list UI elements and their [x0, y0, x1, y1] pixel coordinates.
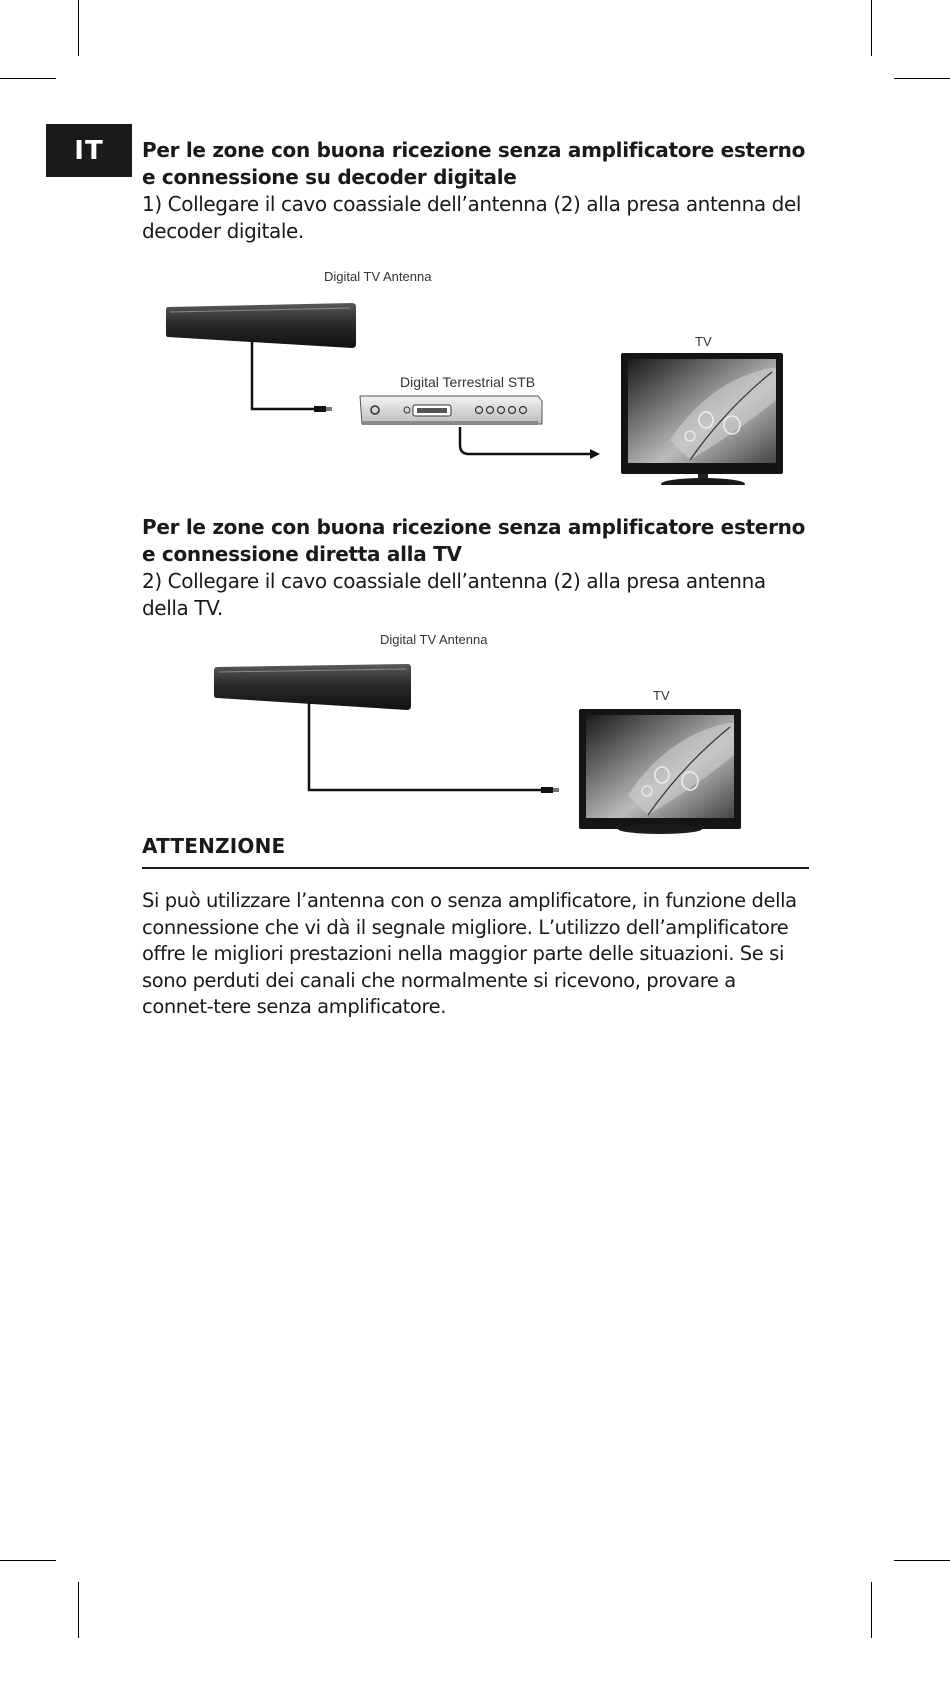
antenna-label: Digital TV Antenna: [324, 269, 432, 284]
tv-label: TV: [653, 688, 670, 703]
tv-icon: [621, 353, 783, 485]
section-1-step: 1) Collegare il cavo coassiale dell’antenna (2) alla presa antenna del decoder digitale.: [142, 192, 802, 243]
antenna-label: Digital TV Antenna: [380, 632, 488, 647]
section-1-heading: Per le zone con buona ricezione senza amplificatore esterno e connessione su decoder digitale: [142, 138, 806, 189]
tv-label: TV: [695, 334, 712, 349]
note-text: Si può utilizzare l’antenna con o senza amplificatore, in funzione della connessione che vi dà il segnale migliore. L’utilizzo dell’amplificatore offre le migliori prestazioni nella maggior parte delle situazioni. Se si sono perduti dei canali che normalmente si ricevono, provare a connet-tere senza amplificatore.: [142, 889, 797, 1018]
stb-label: Digital Terrestrial STB: [400, 374, 536, 390]
crop-mark: [894, 78, 950, 79]
section-1: [142, 137, 812, 245]
crop-mark: [78, 1582, 79, 1638]
crop-mark: [0, 78, 56, 79]
diagram-antenna-stb-tv: [150, 260, 790, 485]
section-2: [142, 514, 812, 622]
crop-mark: [894, 1560, 950, 1561]
coax-cable: [309, 702, 541, 790]
crop-mark: [78, 0, 79, 56]
language-tab: IT: [46, 124, 132, 177]
tv-icon: [579, 709, 741, 834]
set-top-box-icon: [360, 396, 542, 425]
crop-mark: [0, 1560, 56, 1561]
hdmi-cable: [460, 427, 590, 454]
crop-mark: [871, 0, 872, 56]
section-2-step: 2) Collegare il cavo coassiale dell’antenna (2) alla presa antenna della TV.: [142, 569, 766, 620]
divider: [142, 867, 809, 869]
section-2-heading: Per le zone con buona ricezione senza amplificatore esterno e connessione diretta alla TV: [142, 515, 806, 566]
crop-mark: [871, 1582, 872, 1638]
coax-cable: [252, 340, 314, 409]
diagram-antenna-tv: [200, 625, 760, 835]
note-heading: ATTENZIONE: [142, 834, 286, 858]
